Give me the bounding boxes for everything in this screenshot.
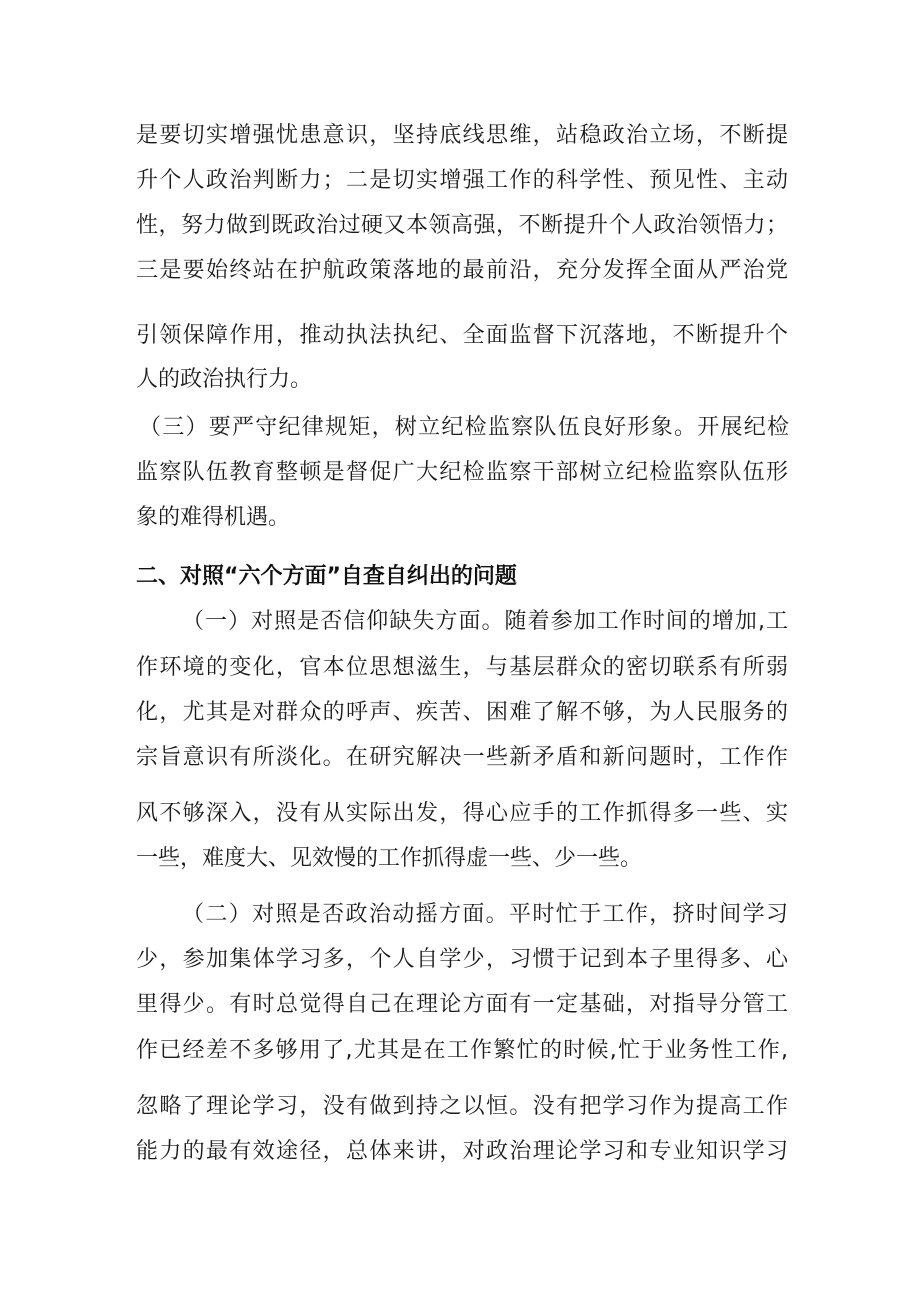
body-text-line: 少，参加集体学习多，个人自学少，习惯于记到本子里得多、心 — [136, 947, 788, 972]
body-text-line: 是要切实增强忧患意识，坚持底线思维，站稳政治立场，不断提 — [136, 123, 788, 148]
body-text-line: 作环境的变化，官本位思想滋生，与基层群众的密切联系有所弱 — [136, 655, 788, 680]
paragraph-three-first-line: （三）要严守纪律规矩，树立纪检监察队伍良好形象。开展纪检 — [139, 415, 789, 440]
body-text-line: 性，努力做到既政治过硬又本领高强，不断提升个人政治领悟力； — [136, 213, 788, 238]
body-text-line: 风不够深入，没有从实际出发，得心应手的工作抓得多一些、实 — [136, 801, 788, 826]
body-text-line: 作已经差不多够用了,尤其是在工作繁忙的时候,忙于业务性工作, — [136, 1038, 788, 1063]
body-text-line: 化，尤其是对群众的呼声、疾苦、困难了解不够，为人民服务的 — [136, 700, 788, 725]
body-text-line: 一些，难度大、见效慢的工作抓得虚一些、少一些。 — [136, 846, 643, 871]
body-text-line: 监察队伍教育整顿是督促广大纪检监察干部树立纪检监察队伍形 — [136, 460, 788, 485]
body-text-line: 三是要始终站在护航政策落地的最前沿，充分发挥全面从严治党 — [136, 258, 788, 283]
body-text-line: 升个人政治判断力；二是切实增强工作的科学性、预见性、主动 — [136, 168, 788, 193]
body-text-line: 忽略了理论学习，没有做到持之以恒。没有把学习作为提高工作 — [136, 1094, 788, 1119]
body-text-line: 宗旨意识有所淡化。在研究解决一些新矛盾和新问题时，工作作 — [136, 745, 788, 770]
body-text-line: 引领保障作用，推动执法执纪、全面监督下沉落地，不断提升个 — [136, 323, 788, 348]
paragraph-one-first-line: （一）对照是否信仰缺失方面。随着参加工作时间的增加,工 — [182, 609, 788, 634]
body-text-line: 能力的最有效途径，总体来讲，对政治理论学习和专业知识学习 — [136, 1139, 788, 1164]
paragraph-two-first-line: （二）对照是否政治动摇方面。平时忙于工作，挤时间学习 — [182, 902, 788, 927]
section-heading: 二、对照“六个方面”自查自纠出的问题 — [136, 564, 517, 589]
body-text-line: 里得少。有时总觉得自己在理论方面有一定基础，对指导分管工 — [136, 992, 788, 1017]
body-text-line: 象的难得机遇。 — [136, 505, 291, 530]
body-text-line: 人的政治执行力。 — [136, 367, 313, 392]
